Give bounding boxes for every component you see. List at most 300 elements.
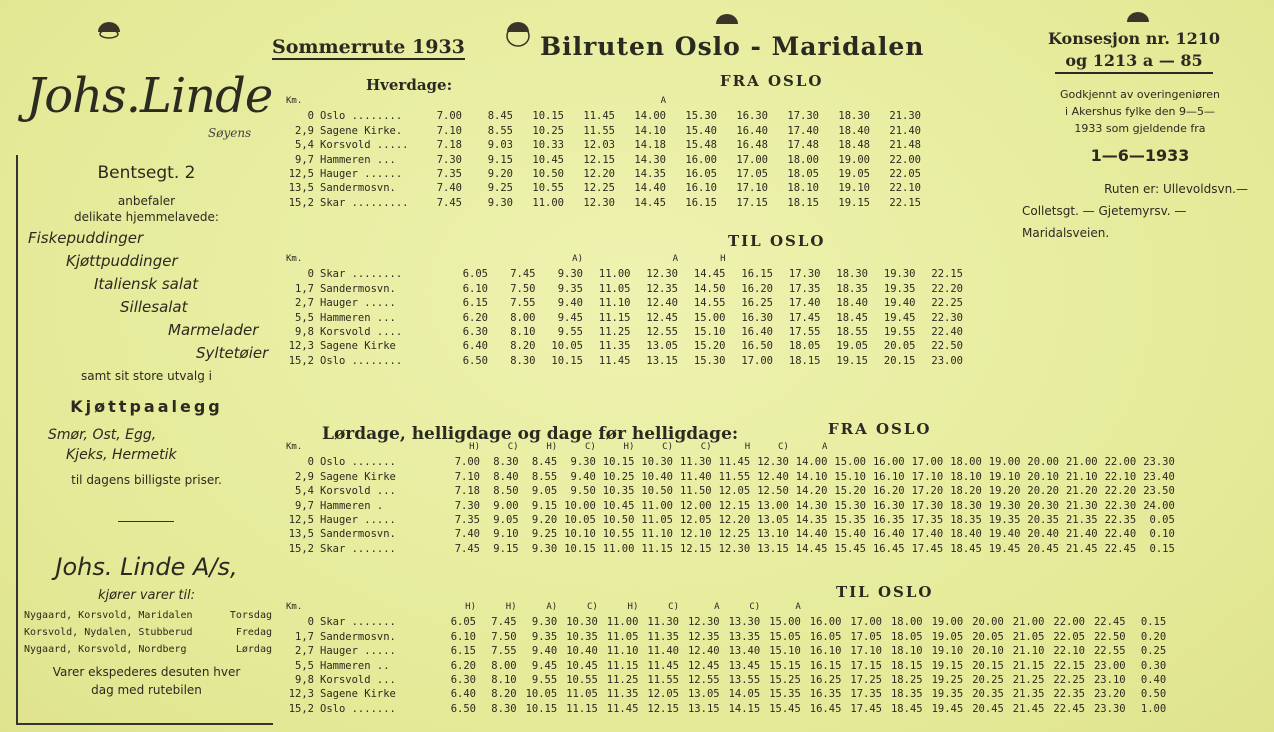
- departure-time: 12.30: [718, 542, 751, 555]
- departure-time: 8.55: [487, 124, 513, 137]
- departure-time: 19.45: [988, 542, 1021, 555]
- departure-time: 16.15: [741, 268, 773, 281]
- departure-time: 19.15: [838, 196, 870, 209]
- departure-time: 14.45: [795, 542, 828, 555]
- departure-time: 7.00: [436, 110, 462, 123]
- station-name: Hauger .....: [320, 513, 396, 526]
- departure-time: 8.00: [510, 311, 536, 324]
- departure-time: 9.55: [531, 673, 558, 686]
- departure-time: 10.15: [532, 110, 564, 123]
- timetable-row: [286, 355, 986, 369]
- divider: [118, 521, 174, 522]
- departure-time: 23.00: [931, 354, 963, 367]
- departure-time: 9.30: [487, 196, 513, 209]
- departure-time: 11.25: [598, 325, 631, 338]
- departure-time: 12.35: [646, 282, 678, 295]
- departure-time: 7.30: [436, 153, 462, 166]
- departure-time: 17.55: [788, 325, 821, 338]
- departure-time: 12.05: [647, 688, 679, 701]
- departure-time: 9.25: [487, 182, 513, 195]
- departure-time: 9.50: [570, 485, 596, 498]
- station-name: Skar .......: [320, 616, 396, 629]
- departure-time: 9.25: [531, 528, 558, 541]
- departure-time: 9.15: [531, 499, 558, 512]
- departure-time: 7.00: [454, 456, 480, 469]
- departure-time: 20.15: [883, 354, 916, 367]
- km-value: 2,9: [295, 470, 314, 483]
- departure-time: 23.40: [1143, 470, 1175, 483]
- departure-time: 23.00: [1093, 659, 1126, 672]
- departure-time: 11.00: [532, 196, 564, 209]
- station-name: Oslo .......: [320, 456, 396, 469]
- km-value: 1,7: [295, 282, 314, 295]
- departure-time: 18.15: [890, 659, 923, 672]
- departure-time: 9.30: [531, 542, 558, 555]
- station-name: Korsvold ...: [320, 673, 396, 686]
- departure-time: 7.45: [491, 616, 517, 629]
- departure-time: 16.30: [736, 110, 768, 123]
- departure-time: 11.45: [606, 702, 639, 715]
- departure-time: 11.55: [583, 124, 615, 137]
- km-value: 9,8: [295, 325, 314, 338]
- departure-time: 18.15: [787, 196, 819, 209]
- departure-time: 14.35: [634, 167, 666, 180]
- departure-time: 9.40: [570, 470, 596, 483]
- service-note: C): [777, 442, 789, 452]
- station-name: Hauger .....: [320, 645, 396, 658]
- departure-time: 16.48: [736, 139, 768, 152]
- service-note: C): [749, 602, 761, 612]
- departure-time: 16.10: [809, 645, 842, 658]
- goods-item: Italiensk salat: [94, 275, 199, 293]
- departure-time: 12.25: [718, 528, 751, 541]
- departure-time: 11.05: [606, 630, 639, 643]
- departure-time: 17.40: [911, 528, 944, 541]
- departure-time: 11.30: [647, 616, 679, 629]
- departure-time: 16.20: [741, 282, 773, 295]
- departure-time: 11.45: [647, 659, 679, 672]
- departure-time: 11.50: [679, 485, 712, 498]
- departure-time: 15.30: [693, 354, 726, 367]
- departure-time: 10.40: [641, 470, 673, 483]
- departure-time: 13.15: [757, 542, 789, 555]
- km-value: 13,5: [288, 182, 314, 195]
- departure-time: 9.30: [557, 268, 583, 281]
- departure-time: 22.30: [931, 311, 963, 324]
- departure-time: 22.00: [889, 153, 921, 166]
- departure-time: 11.05: [598, 282, 631, 295]
- departure-time: 10.05: [525, 688, 558, 701]
- service-note: H): [546, 442, 558, 452]
- departure-time: 15.45: [769, 702, 801, 715]
- departure-time: 9.15: [493, 542, 519, 555]
- departure-time: 16.45: [872, 542, 905, 555]
- departure-time: 15.45: [834, 542, 866, 555]
- departure-time: 11.45: [598, 354, 631, 367]
- extra-delivery-text: Varer ekspederes desuten hver dag med rutebilen: [52, 665, 241, 697]
- departure-time: 18.40: [950, 528, 982, 541]
- departure-time: 12.35: [687, 630, 720, 643]
- departure-time: 11.55: [647, 673, 679, 686]
- departure-time: 0.30: [1140, 659, 1167, 672]
- departure-time: 10.33: [532, 139, 564, 152]
- km-header: Km.: [286, 602, 303, 612]
- departure-time: 18.15: [788, 354, 821, 367]
- timetable-row: [286, 297, 986, 311]
- departure-time: 6.30: [462, 325, 488, 338]
- address: Bentsegt. 2: [97, 163, 196, 183]
- departure-time: 18.05: [890, 630, 923, 643]
- departure-time: 11.15: [641, 542, 673, 555]
- departure-time: 10.25: [602, 470, 635, 483]
- km-value: 9,7: [295, 153, 314, 166]
- departure-time: 7.50: [510, 282, 536, 295]
- station-name: Hauger .....: [320, 297, 396, 310]
- note-row: [286, 254, 986, 268]
- wheel-emblem-icon: [96, 20, 122, 42]
- timetable-row: [286, 182, 986, 196]
- departure-time: 21.35: [1012, 688, 1045, 701]
- departure-time: 11.10: [606, 645, 639, 658]
- departure-time: 7.55: [491, 645, 517, 658]
- recommend-line: delikate hjemmelavede:: [74, 210, 219, 224]
- departure-time: 9.05: [493, 513, 519, 526]
- departure-time: 18.35: [950, 513, 982, 526]
- wheel-emblem-icon: [714, 12, 740, 34]
- departure-time: 16.20: [872, 485, 905, 498]
- departure-time: 9.45: [531, 659, 558, 672]
- departure-time: 10.35: [566, 630, 598, 643]
- timetable-row: [286, 110, 986, 124]
- departure-time: 0.40: [1140, 673, 1167, 686]
- km-value: 2,7: [295, 645, 314, 658]
- departure-time: 21.48: [889, 139, 921, 152]
- departure-time: 19.35: [931, 688, 964, 701]
- departure-time: 6.15: [462, 297, 488, 310]
- departure-time: 7.18: [454, 485, 480, 498]
- timetable-row: [286, 312, 986, 326]
- departure-time: 19.15: [931, 659, 964, 672]
- departure-time: 13.10: [757, 528, 789, 541]
- departure-time: 20.35: [972, 688, 1004, 701]
- departure-time: 19.45: [883, 311, 916, 324]
- grocery-line: Kjeks, Hermetik: [66, 447, 177, 463]
- departure-time: 14.18: [634, 139, 666, 152]
- departure-time: 23.10: [1093, 673, 1126, 686]
- departure-time: 22.40: [1104, 528, 1137, 541]
- departure-time: 13.15: [687, 702, 720, 715]
- departure-time: 23.20: [1093, 688, 1126, 701]
- km-value: 5,4: [295, 139, 314, 152]
- service-note: A: [714, 602, 720, 612]
- service-note: H): [623, 442, 635, 452]
- departure-time: 16.35: [872, 513, 905, 526]
- departure-time: 12.20: [583, 167, 615, 180]
- departure-time: 14.45: [634, 196, 666, 209]
- departure-time: 11.10: [598, 297, 631, 310]
- goods-item: Sillesalat: [120, 298, 188, 316]
- departure-time: 15.35: [769, 688, 801, 701]
- departure-time: 12.05: [679, 513, 712, 526]
- departure-time: 22.35: [1104, 513, 1137, 526]
- departure-time: 19.45: [931, 702, 964, 715]
- departure-time: 19.25: [931, 673, 964, 686]
- departure-time: 24.00: [1143, 499, 1175, 512]
- departure-time: 12.45: [687, 659, 720, 672]
- weekend-heading: Lørdage, helligdage og dage før helligdage:: [322, 424, 739, 444]
- departure-time: 18.35: [836, 282, 868, 295]
- departure-time: 19.35: [883, 282, 916, 295]
- departure-time: 11.45: [583, 110, 615, 123]
- departure-time: 15.20: [693, 340, 726, 353]
- departure-time: 16.00: [809, 616, 842, 629]
- goods-list: [28, 227, 268, 365]
- departure-time: 12.40: [687, 645, 720, 658]
- departure-time: 7.35: [454, 513, 480, 526]
- departure-time: 22.40: [931, 325, 963, 338]
- departure-time: 17.05: [736, 167, 768, 180]
- departure-time: 11.15: [566, 702, 598, 715]
- service-note: H): [465, 602, 476, 612]
- weekend-to-oslo-heading: TIL OSLO: [836, 583, 934, 601]
- departure-time: 22.20: [931, 282, 963, 295]
- departure-time: 16.45: [809, 702, 842, 715]
- departure-time: 8.00: [491, 659, 517, 672]
- departure-time: 14.40: [795, 528, 828, 541]
- departure-time: 19.00: [988, 456, 1021, 469]
- timetable-row: [286, 485, 1266, 499]
- note-row: [286, 442, 1266, 456]
- departure-time: 8.10: [491, 673, 517, 686]
- departure-time: 19.35: [988, 513, 1021, 526]
- timetable-row: [286, 456, 1266, 470]
- station-name: Sandermosvn.: [320, 528, 396, 541]
- departure-time: 9.05: [531, 485, 558, 498]
- departure-time: 18.25: [890, 673, 923, 686]
- brand-name: Johs. Linde A/s,: [55, 553, 238, 581]
- station-name: Korsvold ....: [320, 325, 403, 338]
- departure-time: 11.15: [606, 659, 639, 672]
- departure-time: 12.10: [679, 528, 712, 541]
- departure-time: 17.00: [911, 456, 944, 469]
- departure-time: 10.00: [564, 499, 596, 512]
- departure-time: 15.25: [769, 673, 801, 686]
- departure-time: 12.15: [583, 153, 615, 166]
- departure-time: 18.20: [950, 485, 982, 498]
- timetable-row: [286, 674, 1271, 688]
- timetable-row: [286, 703, 1271, 717]
- departure-time: 22.00: [1104, 456, 1137, 469]
- departure-time: 22.25: [1053, 673, 1085, 686]
- assortment-text: samt sit store utvalg i: [81, 369, 212, 383]
- km-header: Km.: [286, 96, 303, 106]
- departure-time: 10.30: [566, 616, 598, 629]
- departure-time: 10.15: [602, 456, 635, 469]
- departure-time: 10.45: [566, 659, 598, 672]
- departure-time: 8.45: [487, 110, 513, 123]
- departure-time: 1.00: [1140, 702, 1167, 715]
- departure-time: 0.25: [1140, 645, 1167, 658]
- departure-time: 11.35: [647, 630, 679, 643]
- timetable-row: [286, 139, 986, 153]
- departure-time: 6.50: [450, 702, 476, 715]
- km-value: 15,2: [288, 542, 314, 555]
- station-name: Skar .......: [320, 542, 396, 555]
- station-name: Oslo ........: [320, 110, 403, 123]
- departure-time: 17.30: [911, 499, 944, 512]
- goods-item: Fiskepuddinger: [28, 229, 144, 247]
- departure-time: 11.25: [606, 673, 639, 686]
- departure-time: 6.30: [450, 673, 476, 686]
- timetable-row: [286, 528, 1266, 542]
- departure-time: 10.15: [551, 354, 583, 367]
- departure-time: 20.20: [1027, 485, 1059, 498]
- service-note: A: [672, 254, 678, 264]
- departure-time: 16.30: [741, 311, 773, 324]
- departure-time: 22.45: [1104, 542, 1137, 555]
- station-name: Korsvold .....: [320, 139, 409, 152]
- km-value: 0: [307, 616, 314, 629]
- departure-time: 21.45: [1012, 702, 1045, 715]
- departure-time: 15.05: [769, 630, 801, 643]
- departure-time: 22.15: [931, 268, 963, 281]
- station-name: Sandermosvn.: [320, 182, 396, 195]
- departure-time: 22.05: [1053, 630, 1085, 643]
- departure-time: 19.05: [836, 340, 868, 353]
- departure-time: 19.10: [838, 182, 870, 195]
- departure-time: 21.40: [889, 124, 921, 137]
- departure-time: 16.25: [741, 297, 773, 310]
- recommend-line: anbefaler: [117, 194, 176, 208]
- departure-time: 15.00: [769, 616, 801, 629]
- departure-time: 22.30: [1104, 499, 1137, 512]
- km-value: 12,5: [288, 513, 314, 526]
- departure-time: 16.35: [809, 688, 842, 701]
- departure-time: 21.10: [1012, 645, 1045, 658]
- delivery-row: Nygaard, Korsvold, Maridalen Torsdag: [24, 610, 272, 621]
- km-value: 5,4: [295, 485, 314, 498]
- timetable-row: [286, 197, 986, 211]
- departure-time: 18.30: [836, 268, 868, 281]
- departure-time: 20.05: [883, 340, 916, 353]
- price-text: til dagens billigste priser.: [71, 473, 222, 487]
- station-name: Hammeren .: [320, 499, 384, 512]
- departure-time: 9.03: [487, 139, 513, 152]
- departure-time: 12.40: [646, 297, 678, 310]
- departure-time: 13.05: [757, 513, 789, 526]
- station-name: Skar ........: [320, 268, 403, 281]
- departure-time: 22.50: [931, 340, 963, 353]
- departure-time: 20.45: [972, 702, 1004, 715]
- departure-time: 17.00: [741, 354, 773, 367]
- departure-time: 11.00: [602, 542, 635, 555]
- departure-time: 9.30: [570, 456, 596, 469]
- departure-time: 11.00: [606, 616, 639, 629]
- departure-time: 10.05: [551, 340, 583, 353]
- departure-time: 9.55: [557, 325, 583, 338]
- departure-time: 17.45: [911, 542, 944, 555]
- departure-time: 12.15: [718, 499, 751, 512]
- km-header: Km.: [286, 254, 303, 264]
- departure-time: 10.40: [566, 645, 598, 658]
- departure-time: 11.05: [641, 513, 673, 526]
- grocery-items: [48, 425, 268, 465]
- departure-time: 15.20: [834, 485, 866, 498]
- departure-time: 14.10: [795, 470, 828, 483]
- departure-time: 12.55: [687, 673, 720, 686]
- departure-time: 13.45: [728, 659, 761, 672]
- departure-time: 10.45: [602, 499, 635, 512]
- delivery-row: Nygaard, Korsvold, Nordberg Lørdag: [24, 644, 272, 655]
- station-name: Sagene Kirke.: [320, 124, 403, 137]
- km-value: 15,2: [288, 196, 314, 209]
- departure-time: 17.10: [850, 645, 882, 658]
- departure-time: 6.40: [450, 688, 476, 701]
- departure-time: 22.00: [1053, 616, 1085, 629]
- timetable-row: [286, 616, 1271, 630]
- departure-time: 17.20: [911, 485, 944, 498]
- departure-time: 21.10: [1065, 470, 1098, 483]
- departure-time: 22.45: [1053, 702, 1085, 715]
- km-value: 0: [307, 110, 314, 123]
- station-name: Oslo ........: [320, 354, 403, 367]
- departure-time: 20.40: [1027, 528, 1059, 541]
- departure-time: 6.50: [462, 354, 488, 367]
- station-name: Hammeren ...: [320, 311, 396, 324]
- departure-time: 7.40: [436, 182, 462, 195]
- departure-time: 7.45: [436, 196, 462, 209]
- departure-time: 0.05: [1149, 513, 1175, 526]
- valid-from-date: 1—6—1933: [1090, 146, 1190, 165]
- departure-time: 7.45: [510, 268, 536, 281]
- departure-time: 8.30: [510, 354, 536, 367]
- departure-time: 20.10: [972, 645, 1004, 658]
- departure-time: 18.45: [950, 542, 982, 555]
- departure-time: 18.40: [838, 124, 870, 137]
- km-value: 0: [307, 456, 314, 469]
- service-note: A): [572, 254, 583, 264]
- departure-time: 21.30: [1065, 499, 1098, 512]
- timetable-row: [286, 514, 1266, 528]
- departure-time: 16.00: [685, 153, 717, 166]
- km-value: 15,2: [288, 354, 314, 367]
- departure-time: 9.00: [493, 499, 519, 512]
- departure-time: 12.15: [679, 542, 712, 555]
- departure-time: 12.30: [687, 616, 720, 629]
- timetable-row: [286, 268, 986, 282]
- departure-time: 16.00: [872, 456, 905, 469]
- departure-time: 8.30: [491, 702, 517, 715]
- departure-time: 18.30: [950, 499, 982, 512]
- departure-time: 17.30: [788, 268, 821, 281]
- timetable-row: [286, 326, 986, 340]
- service-note: H): [469, 442, 480, 452]
- departure-time: 16.30: [872, 499, 905, 512]
- departure-time: 23.30: [1143, 456, 1175, 469]
- departure-time: 17.00: [736, 153, 768, 166]
- wheel-emblem-icon: [505, 20, 531, 50]
- km-value: 0: [307, 268, 314, 281]
- km-value: 12,5: [288, 167, 314, 180]
- departure-time: 11.00: [598, 268, 631, 281]
- service-note: H): [505, 602, 517, 612]
- departure-time: 13.35: [728, 630, 761, 643]
- departure-time: 15.40: [685, 124, 717, 137]
- departure-time: 12.55: [646, 325, 678, 338]
- departure-time: 9.30: [531, 616, 558, 629]
- departure-time: 19.00: [838, 153, 870, 166]
- departure-time: 6.05: [462, 268, 488, 281]
